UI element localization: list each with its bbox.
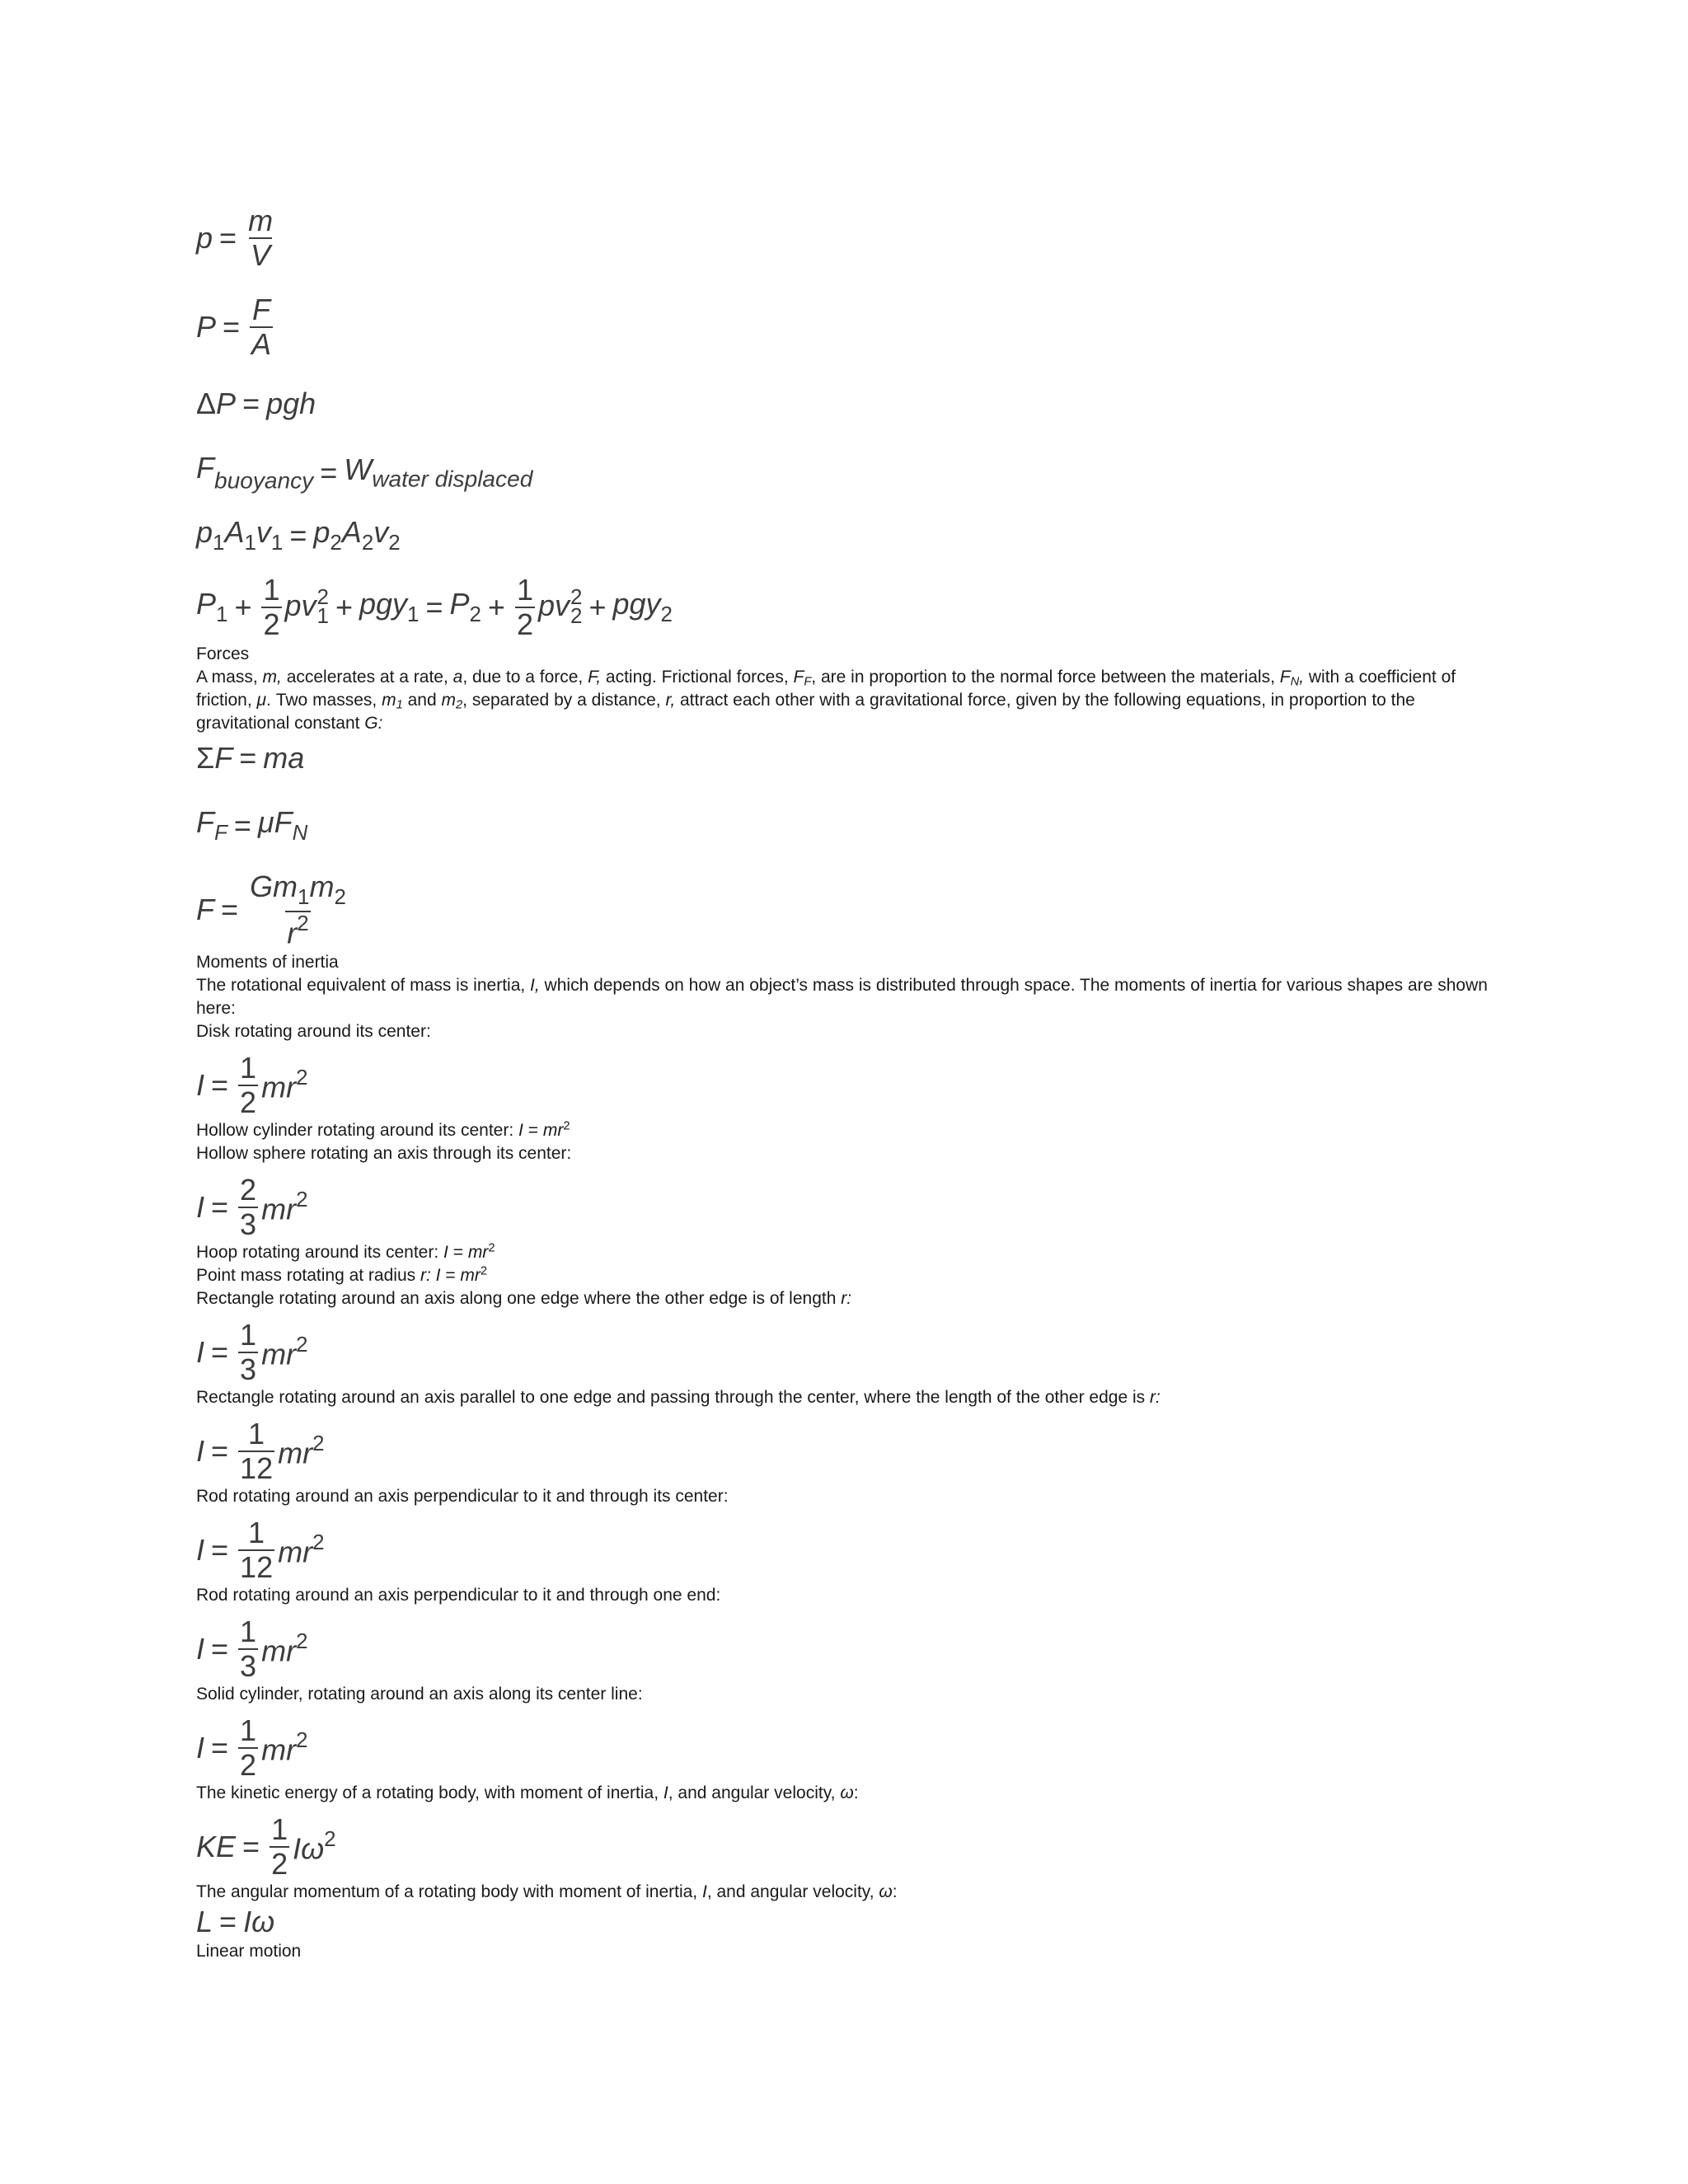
label-rect-center: Rectangle rotating around an axis parallel to one edge and passing through the center, where the length of the other edge is r: [196, 1388, 1160, 1407]
equation-newton-second: Σ F = ma [196, 741, 305, 775]
equation-continuity: $p_1A_1v_1$ = $p_2A_2v_2$ [196, 515, 401, 555]
label-rod-center: Rod rotating around an axis perpendicular to it and through its center: [196, 1487, 729, 1506]
label-solid-cylinder: Solid cylinder, rotating around an axis along its center line: [196, 1685, 643, 1704]
label-hoop: Hoop rotating around its center: $I = mr^2$ [196, 1241, 495, 1262]
equation-pressure: P = $\frac{F}{A}$ [196, 293, 272, 361]
equation-hollow-sphere: I = $\frac{2}{3}$ $mr^2$ [196, 1173, 308, 1241]
label-hollow-sphere: Hollow sphere rotating an axis through its center: [196, 1144, 572, 1163]
label-disk: Disk rotating around its center: [196, 1022, 431, 1041]
equation-rod-end: I = $\frac{1}{3}$ $mr^2$ [196, 1615, 308, 1683]
label-rect-edge: Rectangle rotating around an axis along one edge where the other edge is of length r: [196, 1289, 852, 1308]
label-angular-momentum: The angular momentum of a rotating body with moment of inertia, I, and angular velocity, ω: [196, 1882, 898, 1901]
equation-solid-cylinder: I = $\frac{1}{2}$ $mr^2$ [196, 1713, 308, 1782]
equation-kinetic-energy: KE = $\frac{1}{2}$ $I\omega^2$ [196, 1812, 336, 1881]
equation-friction: $F_F$ = $\mu F_N$ [196, 805, 308, 846]
forces-paragraph: A mass, m, accelerates at a rate, a, due to a force, F, acting. Frictional forces, $F_F$, are in proportion to the normal force between the materials, $F_N$, with a coefficient of friction, μ. Two masses, $m_1$ and $m_2$, separated by a distance, r, attract each other with a gravitational force, given by the following equations, in proportion to the gravitational constant G: [196, 668, 1456, 733]
equation-disk: I = $\frac{1}{2}$ $mr^2$ [196, 1051, 308, 1119]
equation-density: p = $\frac{m}{V}$ [196, 204, 274, 272]
equation-rect-edge: I = $\frac{1}{3}$ $mr^2$ [196, 1318, 308, 1386]
label-rod-end: Rod rotating around an axis perpendicular to it and through one end: [196, 1586, 721, 1605]
label-kinetic-energy: The kinetic energy of a rotating body, with moment of inertia, I, and angular velocity, ω: [196, 1783, 859, 1802]
section-heading-forces: Forces [196, 644, 250, 663]
section-heading-moments: Moments of inertia [196, 953, 339, 972]
equation-gravitation: F = $\frac{Gm_1m_2}{r^2}$ [196, 869, 346, 950]
section-heading-linear: Linear motion [196, 1942, 302, 1961]
equation-bernoulli: $P_1$ + $\frac{1}{2}$ pv 2 1 + pgy$_1$ = $P_2$ + $\frac{1}{2}$ pv 2 2 + pgy$_2$ [196, 573, 673, 641]
equation-pressure-depth: Δ P = pgh [196, 387, 316, 420]
equation-buoyancy: $F_{buoyancy}$ = $W_{water displaced}$ [196, 451, 533, 494]
label-hollow-cylinder: Hollow cylinder rotating around its center: $I = mr^2$ [196, 1119, 570, 1140]
label-point-mass: Point mass rotating at radius r: $I = mr^2$ [196, 1264, 488, 1285]
moments-intro: The rotational equivalent of mass is inertia, I, which depends on how an object’s mass is distributed through space. The moments of inertia for various shapes are shown here: [196, 976, 1488, 1018]
equation-angular-momentum: L = Iω [196, 1905, 275, 1938]
equation-rect-center: I = $\frac{1}{12}$ $mr^2$ [196, 1417, 325, 1485]
equation-rod-center: I = $\frac{1}{12}$ $mr^2$ [196, 1516, 325, 1584]
